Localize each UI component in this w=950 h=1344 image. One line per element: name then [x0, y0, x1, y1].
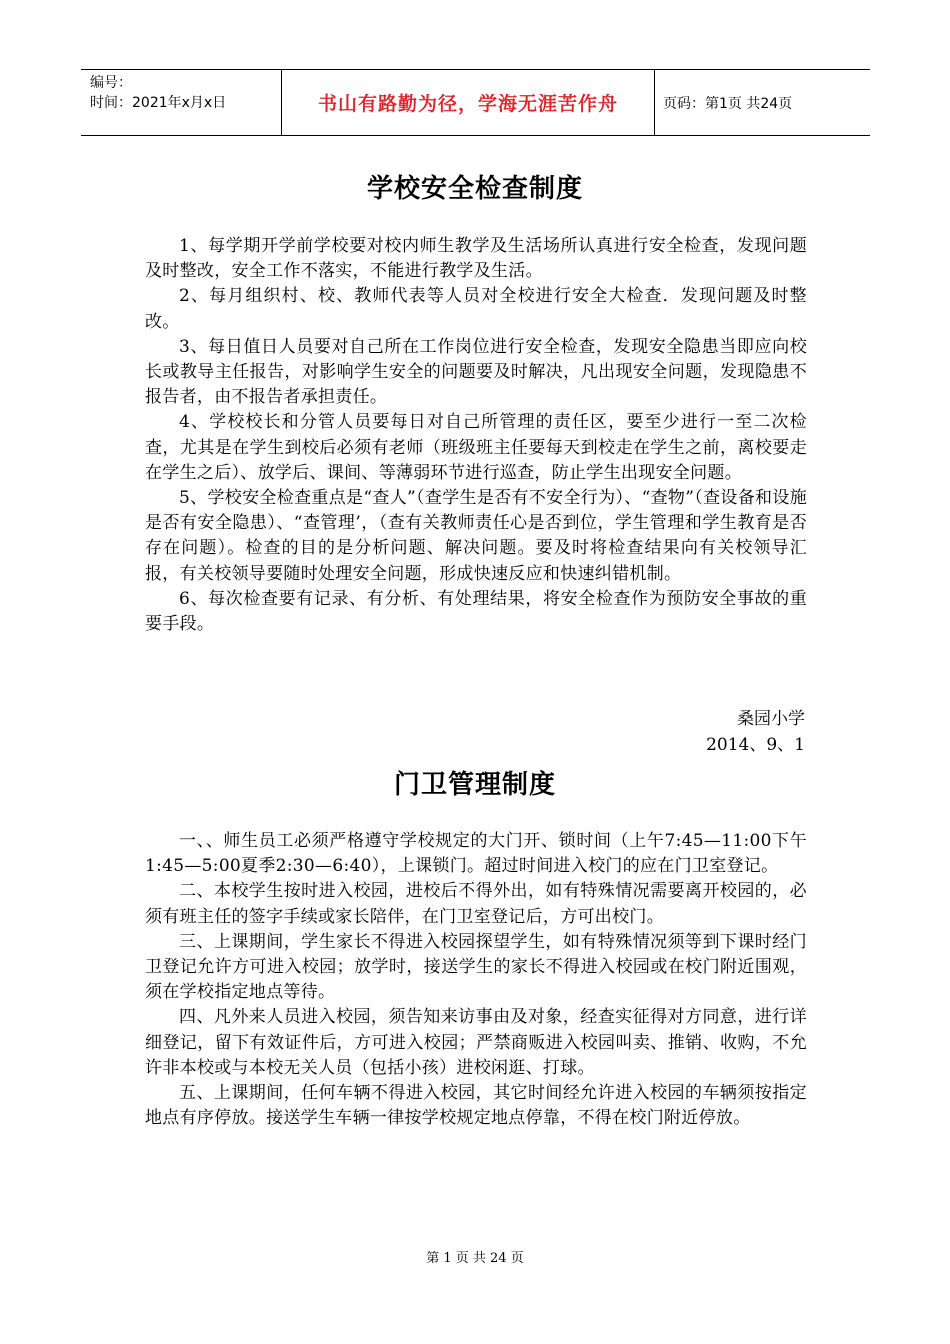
- page-footer: 第 1 页 共 24 页: [426, 1251, 524, 1266]
- signature-school: 桑园小学: [737, 709, 805, 729]
- paragraph: 三、上课期间，学生家长不得进入校园探望学生，如有特殊情况须等到下课时经门卫登记允许方可进入校园；放学时，接送学生的家长不得进入校园或在校门附近围观，须在学校指定地点等待。: [145, 931, 807, 1003]
- page-header: [81, 69, 870, 136]
- paragraph: 五、上课期间，任何车辆不得进入校园，其它时间经允许进入校园的车辆须按指定地点有序停放。接送学生车辆一律按学校规定地点停靠，不得在校门附近停放。: [145, 1083, 807, 1129]
- header-meta: [81, 70, 282, 135]
- paragraph: 4、学校校长和分管人员要每日对自己所管理的责任区，要至少进行一至二次检查，尤其是在学生到校后必须有老师（班级班主任要每天到校走在学生之前，离校要走在学生之后）、放学后、课间、等薄弱环节进行巡查，防止学生出现安全问题。: [145, 412, 807, 483]
- signature-date: 2014、9、1: [706, 735, 805, 755]
- section-gate-management: [145, 829, 807, 1131]
- paragraph: 二、本校学生按时进入校园，进校后不得外出，如有特殊情况需要离开校园的，必须有班主任的签字手续或家长陪伴，在门卫室登记后，方可出校门。: [145, 881, 807, 927]
- section-safety-inspection: [145, 234, 807, 637]
- paragraph: 2、每月组织村、校、教师代表等人员对全校进行安全大检查．发现问题及时整改。: [145, 286, 807, 332]
- section-title-safety-inspection: 学校安全检查制度: [366, 174, 583, 204]
- section-title-gate-management: 门卫管理制度: [393, 770, 556, 800]
- document-time-label: 时间：2021年x月x日: [90, 95, 227, 111]
- header-motto: 书山有路勤为径，学海无涯苦作舟: [282, 70, 655, 135]
- paragraph: 6、每次检查要有记录、有分析、有处理结果，将安全检查作为预防安全事故的重要手段。: [145, 588, 807, 635]
- document-number-label: 编号：: [90, 75, 132, 91]
- paragraph: 一、、师生员工必须严格遵守学校规定的大门开、锁时间（上午7:45—11:00下午1:45—5:00夏季2:30—6:40），上课锁门。超过时间进入校门的应在门卫室登记。: [145, 831, 807, 877]
- paragraph: 1、每学期开学前学校要对校内师生教学及生活场所认真进行安全检查，发现问题及时整改，安全工作不落实，不能进行教学及生活。: [145, 236, 807, 282]
- paragraph: 四、凡外来人员进入校园，须告知来访事由及对象，经查实征得对方同意，进行详细登记，留下有效证件后，方可进入校园；严禁商贩进入校园叫卖、推销、收购，不允许非本校或与本校无关人员（包括小孩）进校闲逛、打球。: [145, 1007, 807, 1078]
- paragraph: 3、每日值日人员要对自己所在工作岗位进行安全检查，发现安全隐患当即应向校长或教导主任报告，对影响学生安全的问题要及时解决，凡出现安全问题，发现隐患不报告者，由不报告者承担责任。: [145, 336, 807, 408]
- paragraph: 5、学校安全检查重点是“查人”（查学生是否有不安全行为）、“查物”（查设备和设施是否有安全隐患）、“查管理’，（查有关教师责任心是否到位，学生管理和学生教育是否存在问题）。检查的目的是分析问题、解决问题。要及时将检查结果向有关校领导汇报，有关校领导要随时处理安全问题，形成快速反应和快速纠错机制。: [145, 488, 807, 584]
- header-page-info: 页码：第1页 共24页: [663, 95, 793, 112]
